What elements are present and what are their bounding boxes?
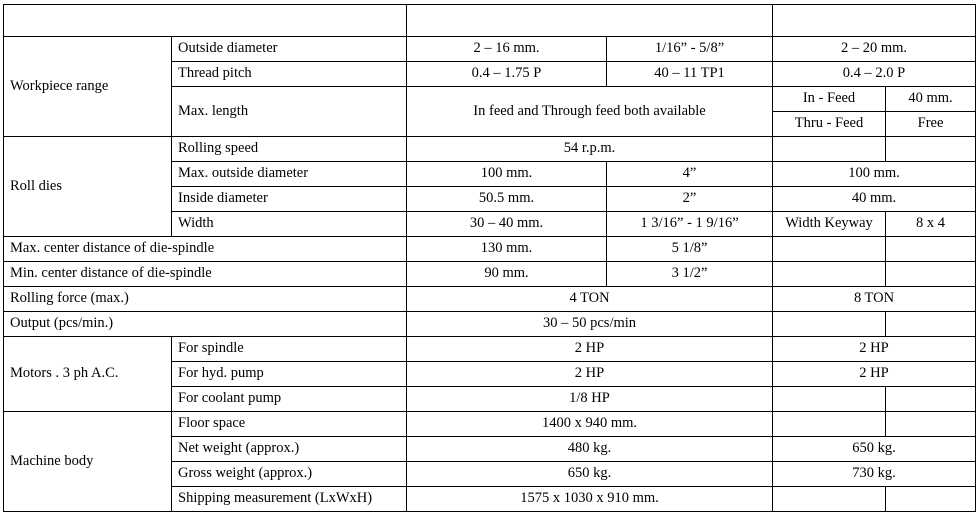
specification-table [3, 4, 976, 512]
group-machine-body: Machine body [4, 412, 172, 512]
cell-net-weight-yc320: 650 kg. [773, 437, 976, 462]
row-label-inside-diameter: Inside diameter [172, 187, 407, 212]
cell-max-center-distance-mm: 130 mm. [407, 237, 607, 262]
cell-outside-diameter-yc310-inch: 1/16” - 5/8” [607, 37, 773, 62]
table-row [4, 287, 976, 312]
row-label-min-center-distance: Min. center distance of die-spindle [4, 262, 407, 287]
cell-inside-diameter-yc310-mm: 50.5 mm. [407, 187, 607, 212]
cell-min-center-distance-mm: 90 mm. [407, 262, 607, 287]
row-label-max-length: Max. length [172, 87, 407, 137]
cell-max-length-yc320-thru-feed-value: Free [886, 112, 976, 137]
cell-for-coolant-pump-blank-2 [886, 387, 976, 412]
cell-for-spindle-yc310: 2 HP [407, 337, 773, 362]
cell-inside-diameter-yc310-inch: 2” [607, 187, 773, 212]
group-workpiece-range: Workpiece range [4, 37, 172, 137]
cell-shipping-measurement-value: 1575 x 1030 x 910 mm. [407, 487, 773, 512]
cell-rolling-speed-value: 54 r.p.m. [407, 137, 773, 162]
group-roll-dies: Roll dies [4, 137, 172, 237]
cell-shipping-measurement-blank-2 [886, 487, 976, 512]
cell-width-yc310-inch: 1 3/16” - 1 9/16” [607, 212, 773, 237]
cell-width-yc320-keyway-value: 8 x 4 [886, 212, 976, 237]
row-label-thread-pitch: Thread pitch [172, 62, 407, 87]
cell-for-hyd-pump-yc310: 2 HP [407, 362, 773, 387]
cell-max-length-yc320-in-feed-value: 40 mm. [886, 87, 976, 112]
cell-rolling-force-yc310: 4 TON [407, 287, 773, 312]
cell-for-coolant-pump-blank-1 [773, 387, 886, 412]
cell-floor-space-value: 1400 x 940 mm. [407, 412, 773, 437]
cell-thread-pitch-yc320: 0.4 – 2.0 P [773, 62, 976, 87]
cell-min-center-distance-blank-1 [773, 262, 886, 287]
cell-for-hyd-pump-yc320: 2 HP [773, 362, 976, 387]
row-label-shipping-measurement: Shipping measurement (LxWxH) [172, 487, 407, 512]
cell-gross-weight-yc310: 650 kg. [407, 462, 773, 487]
cell-max-center-distance-inch: 5 1/8” [607, 237, 773, 262]
row-label-max-center-distance: Max. center distance of die-spindle [4, 237, 407, 262]
cell-min-center-distance-inch: 3 1/2” [607, 262, 773, 287]
cell-max-outside-diameter-yc320: 100 mm. [773, 162, 976, 187]
row-label-max-outside-diameter: Max. outside diameter [172, 162, 407, 187]
cell-output-value: 30 – 50 pcs/min [407, 312, 773, 337]
table-row [4, 37, 976, 62]
row-label-rolling-force: Rolling force (max.) [4, 287, 407, 312]
cell-inside-diameter-yc320: 40 mm. [773, 187, 976, 212]
cell-outside-diameter-yc320: 2 – 20 mm. [773, 37, 976, 62]
cell-gross-weight-yc320: 730 kg. [773, 462, 976, 487]
cell-max-outside-diameter-yc310-inch: 4” [607, 162, 773, 187]
cell-max-center-distance-blank-2 [886, 237, 976, 262]
cell-outside-diameter-yc310-mm: 2 – 16 mm. [407, 37, 607, 62]
header-model-yc310: YC-310 [407, 5, 773, 37]
header-main-specification: MAIN SPECIFICATION [4, 5, 407, 37]
cell-max-length-yc320-in-feed-label: In - Feed [773, 87, 886, 112]
table-row [4, 137, 976, 162]
row-label-outside-diameter: Outside diameter [172, 37, 407, 62]
cell-max-length-yc310: In feed and Through feed both available [407, 87, 773, 137]
table-row [4, 312, 976, 337]
cell-floor-space-blank-2 [886, 412, 976, 437]
row-label-floor-space: Floor space [172, 412, 407, 437]
cell-output-blank-1 [773, 312, 886, 337]
cell-net-weight-yc310: 480 kg. [407, 437, 773, 462]
row-label-rolling-speed: Rolling speed [172, 137, 407, 162]
table-row [4, 237, 976, 262]
group-motors: Motors . 3 ph A.C. [4, 337, 172, 412]
cell-rolling-speed-yc320-blank-1 [773, 137, 886, 162]
cell-floor-space-blank-1 [773, 412, 886, 437]
cell-shipping-measurement-blank-1 [773, 487, 886, 512]
cell-rolling-force-yc320: 8 TON [773, 287, 976, 312]
row-label-width: Width [172, 212, 407, 237]
table-row [4, 337, 976, 362]
table-header-row [4, 5, 976, 37]
table-row [4, 262, 976, 287]
row-label-for-hyd-pump: For hyd. pump [172, 362, 407, 387]
cell-for-coolant-pump-value: 1/8 HP [407, 387, 773, 412]
table-row [4, 412, 976, 437]
cell-max-outside-diameter-yc310-mm: 100 mm. [407, 162, 607, 187]
cell-thread-pitch-yc310-p: 0.4 – 1.75 P [407, 62, 607, 87]
cell-output-blank-2 [886, 312, 976, 337]
row-label-net-weight: Net weight (approx.) [172, 437, 407, 462]
header-model-yc320: YC-320 [773, 5, 976, 37]
cell-max-length-yc320-thru-feed-label: Thru - Feed [773, 112, 886, 137]
cell-thread-pitch-yc310-tpi: 40 – 11 TP1 [607, 62, 773, 87]
row-label-output: Output (pcs/min.) [4, 312, 407, 337]
row-label-for-coolant-pump: For coolant pump [172, 387, 407, 412]
row-label-gross-weight: Gross weight (approx.) [172, 462, 407, 487]
cell-rolling-speed-yc320-blank-2 [886, 137, 976, 162]
cell-width-yc320-keyway-label: Width Keyway [773, 212, 886, 237]
cell-min-center-distance-blank-2 [886, 262, 976, 287]
cell-for-spindle-yc320: 2 HP [773, 337, 976, 362]
cell-max-center-distance-blank-1 [773, 237, 886, 262]
row-label-for-spindle: For spindle [172, 337, 407, 362]
cell-width-yc310-mm: 30 – 40 mm. [407, 212, 607, 237]
